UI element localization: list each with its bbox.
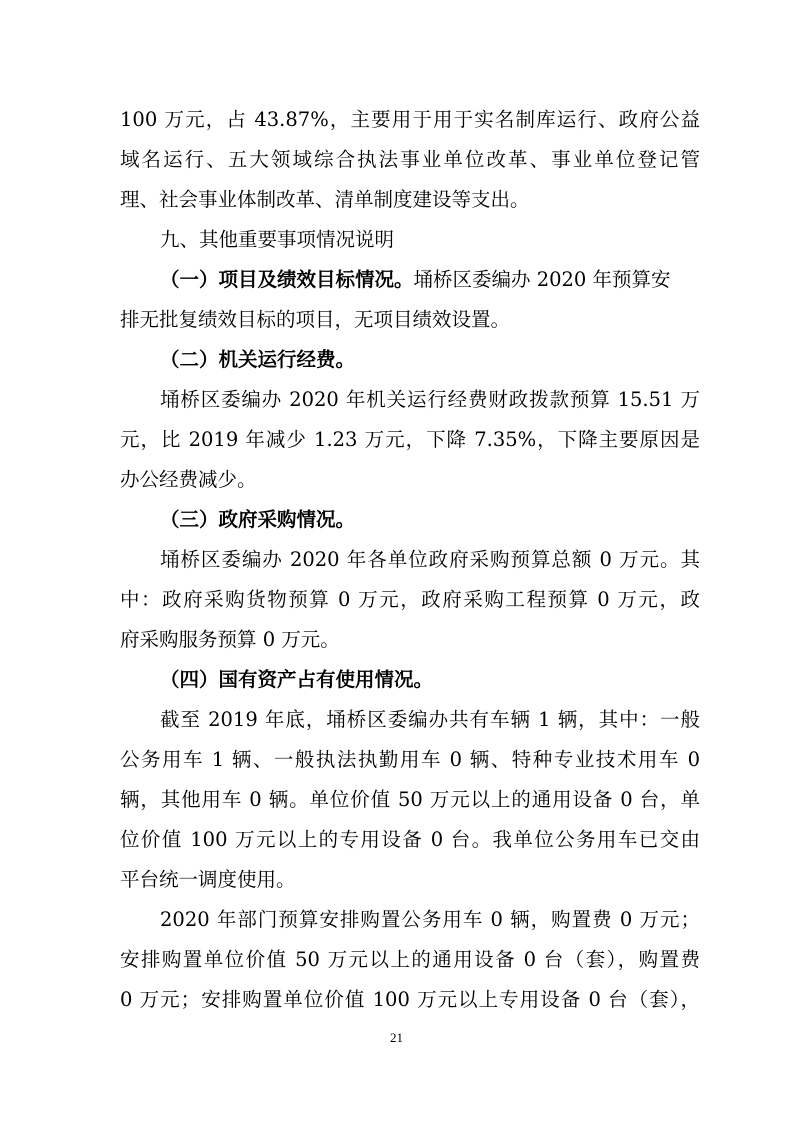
- text-line: 平台统一调度使用。: [120, 868, 296, 891]
- text-line: 0 万元；安排购置单位价值 100 万元以上专用设备 0 台（套），: [120, 988, 700, 1011]
- text-line: 府采购服务预算 0 万元。: [120, 628, 340, 651]
- text-span: 埇桥区委编办 2020 年预算安: [413, 268, 671, 291]
- text-line: 埇桥区委编办 2020 年机关运行经费财政拨款预算 15.51 万: [160, 388, 700, 411]
- subsection-heading: （三）政府采购情况。: [160, 508, 356, 531]
- text-line: 公务用车 1 辆、一般执法执勤用车 0 辆、特种专业技术用车 0: [120, 748, 700, 771]
- text-line: 排无批复绩效目标的项目，无项目绩效设置。: [120, 308, 511, 331]
- text-line: 辆，其他用车 0 辆。单位价值 50 万元以上的通用设备 0 台，单: [120, 788, 700, 811]
- text-line: 理、社会事业体制改革、清单制度建设等支出。: [120, 188, 530, 211]
- text-line: 安排购置单位价值 50 万元以上的通用设备 0 台（套），购置费: [120, 948, 700, 971]
- text-line: 中：政府采购货物预算 0 万元，政府采购工程预算 0 万元，政: [120, 588, 700, 611]
- text-line: 100 万元，占 43.87%，主要用于用于实名制库运行、政府公益: [120, 108, 700, 131]
- text-line: 域名运行、五大领域综合执法事业单位改革、事业单位登记管: [120, 148, 700, 171]
- text-line: 埇桥区委编办 2020 年各单位政府采购预算总额 0 万元。其: [160, 548, 700, 571]
- page-number: 21: [390, 1030, 403, 1045]
- text-line: 元，比 2019 年减少 1.23 万元，下降 7.35%，下降主要原因是: [120, 428, 700, 451]
- subsection-line: [160, 268, 700, 292]
- subsection-heading: （二）机关运行经费。: [160, 348, 356, 371]
- text-line: 2020 年部门预算安排购置公务用车 0 辆，购置费 0 万元；: [160, 908, 700, 931]
- subsection-heading: （四）国有资产占有使用情况。: [160, 668, 434, 691]
- subsection-heading: （一）项目及绩效目标情况。: [160, 268, 414, 291]
- text-line: 位价值 100 万元以上的专用设备 0 台。我单位公务用车已交由: [120, 828, 700, 851]
- text-line: 办公经费减少。: [120, 468, 257, 491]
- text-line: 截至 2019 年底，埇桥区委编办共有车辆 1 辆，其中：一般: [160, 708, 700, 731]
- section-heading: 九、其他重要事项情况说明: [160, 228, 395, 251]
